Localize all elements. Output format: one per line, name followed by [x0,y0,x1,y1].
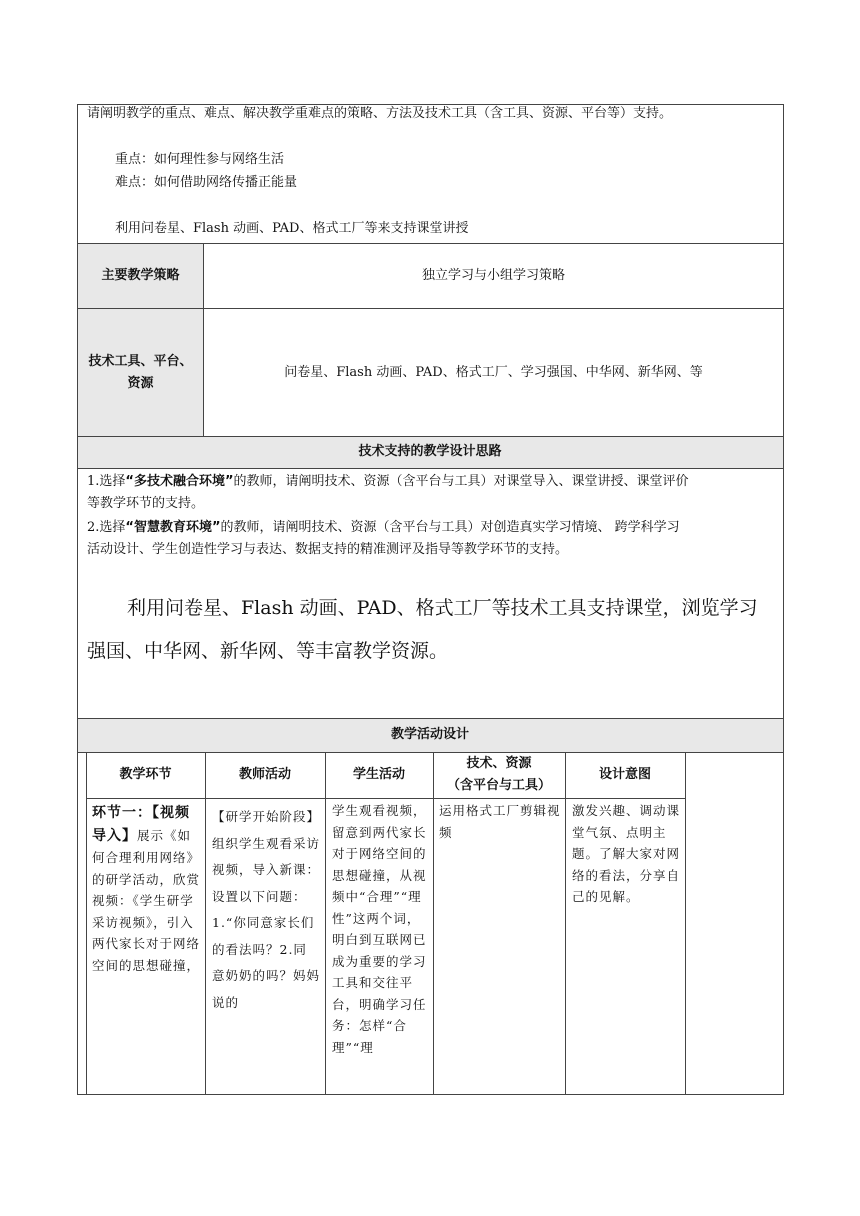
stage-title: 环节一：【视频导入】 [92,805,190,844]
inner-table-header-bottom [86,798,686,799]
design-item-2-rest: 的教师，请阐明技术、资源（含平台与工具）对创造真实学习情境、 跨学科学习 [220,520,680,535]
tools-label-line1: 技术工具、平台、 [88,354,193,369]
design-answer-line1: 利用问卷星、Flash 动画、PAD、格式工厂等技术工具支持课堂，浏览学习 [127,597,758,619]
inner-col-line [86,752,87,1094]
table-border-bottom [77,1094,784,1095]
teacher-activity: 【研学开始阶段】组织学生观看采访视频，导入新课：设置以下问题：1.“你同意家长们的看法吗？2.同意奶奶的吗？妈妈说的 [212,809,321,1010]
design-item-1 [87,472,689,492]
col-header-student: 学生活动 [352,767,405,782]
key-point: 重点：如何理性参与网络生活 [115,152,285,167]
col-header-intent: 设计意图 [598,767,651,782]
row-separator [77,468,784,469]
design-answer-line2: 强国、中华网、新华网、等丰富教学资源。 [87,640,449,662]
row-separator [77,718,784,719]
strategy-value: 独立学习与小组学习策略 [421,268,565,283]
student-activity: 学生观看视频，留意到两代家长对于网络空间的思想碰撞，从视频中“合理”“理性”这两个词，明白到互联网已成为重要的学习工具和交往平台，明确学习任务：怎样“合理”“理 [332,803,427,1055]
tools-label-line2: 资源 [127,376,154,391]
tools-value: 问卷星、Flash 动画、PAD、格式工厂、学习强国、中华网、新华网、等 [284,365,703,380]
design-item-1-rest: 的教师，请阐明技术、资源（含平台与工具）对课堂导入、课堂讲授、课堂评价 [233,474,689,489]
row-separator [77,436,784,437]
design-thinking-header: 技术支持的教学设计思路 [358,444,502,459]
design-item-2 [87,518,680,538]
row-separator [77,308,784,309]
inner-col-line [205,752,206,1094]
tools-summary: 利用问卷星、Flash 动画、PAD、格式工厂等来支持课堂讲授 [115,221,469,236]
inner-col-line [565,752,566,1094]
design-item-2-prefix: 2.选择 [87,520,126,535]
table-border-right [783,104,784,1095]
activity-header: 教学活动设计 [390,727,469,742]
difficult-point: 难点：如何借助网络传播正能量 [115,175,298,190]
row-separator [77,243,784,244]
col-header-tech-line2: （含平台与工具） [446,778,551,793]
col-header-teacher: 教师活动 [238,767,291,782]
design-item-1-env: “多技术融合环境” [125,474,234,489]
col-header-tech-line1: 技术、资源 [466,756,532,771]
tools-label-bg [77,308,204,436]
stage-cell [92,802,200,976]
design-intent: 激发兴趣、调动课堂气氛、点明主题。了解大家对网络的看法，分享自己的见解。 [572,803,681,904]
table-border-left [77,104,78,1095]
design-item-2-env: “智慧教育环境” [125,520,221,535]
inner-col-line [433,752,434,1094]
col-header-stage: 教学环节 [119,767,172,782]
intro-prompt: 请阐明教学的重点、难点、解决教学重难点的策略、方法及技术工具（含工具、资源、平台等）支持。 [87,106,673,121]
inner-col-line [685,752,686,1094]
design-item-1-line2: 等教学环节的支持。 [87,496,205,511]
stage-description: 展示《如何合理利用网络》的研学活动，欣赏视频：《学生研学采访视频》，引入两代家长对于网络空间的思想碰撞， [92,827,201,973]
inner-table-top [86,752,686,753]
design-item-2-line2: 活动设计、学生创造性学习与表达、数据支持的精准测评及指导等教学环节的支持。 [87,542,569,557]
strategy-label: 主要教学策略 [101,268,180,283]
tech-resource: 运用格式工厂剪辑视频 [439,803,561,840]
design-item-1-prefix: 1.选择 [87,474,126,489]
inner-col-line [325,752,326,1094]
